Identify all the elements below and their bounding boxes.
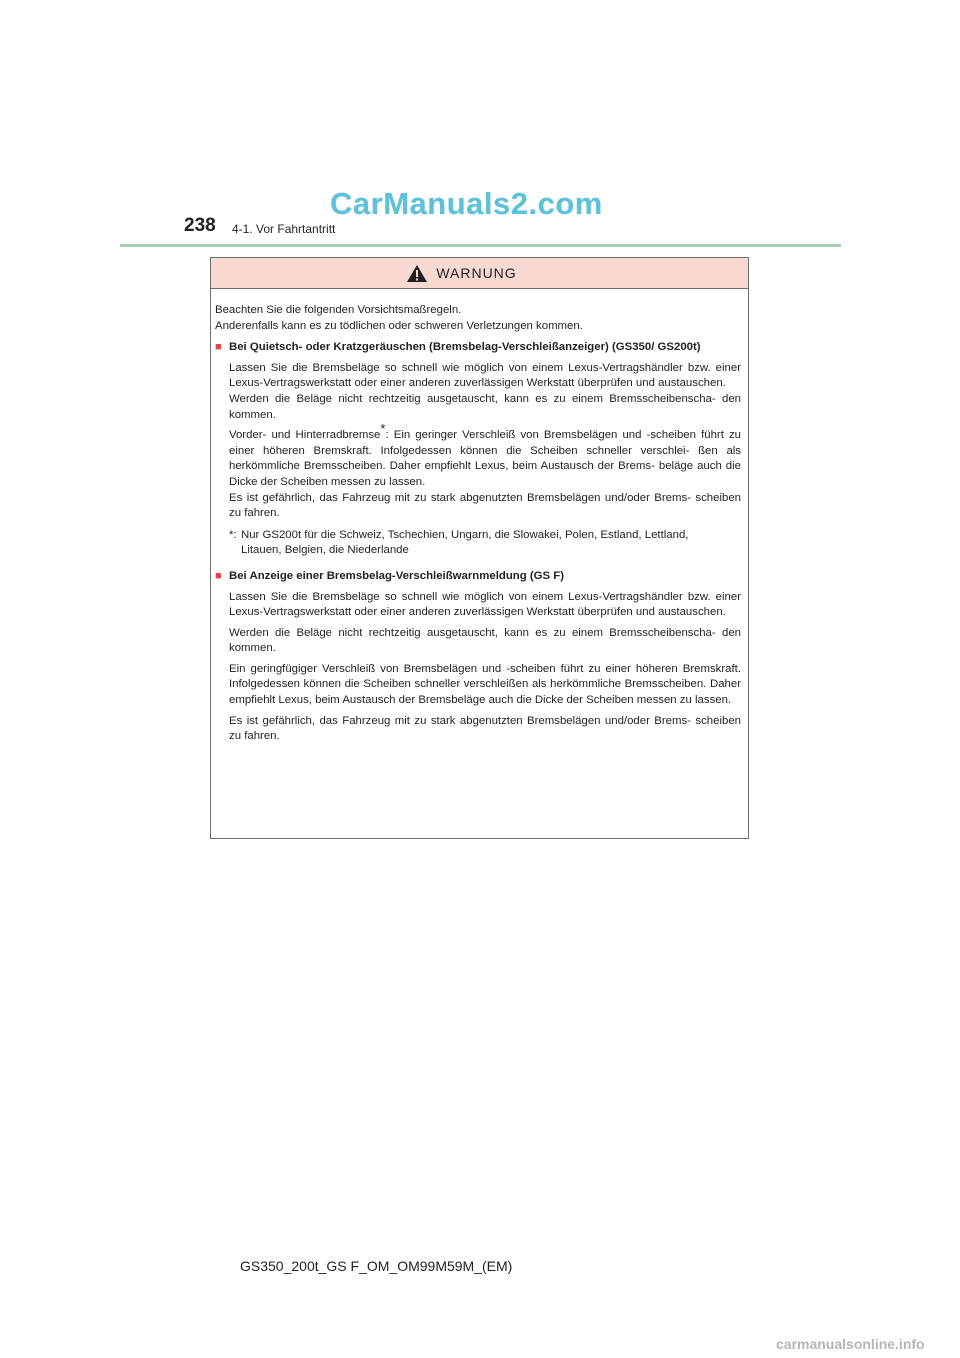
item2-heading <box>215 569 741 585</box>
intro-line-2: Anderenfalls kann es zu tödlichen oder schweren Verletzungen kommen. <box>215 319 583 332</box>
item1-para3 <box>229 421 741 490</box>
watermark-carmanualsonline: carmanualsonline.info <box>776 1336 925 1352</box>
item2-heading-text: Bei Anzeige einer Bremsbelag-Verschleißwarnmeldung (GS F) <box>229 569 565 582</box>
warning-box <box>210 257 749 839</box>
page-number: 238 <box>184 215 216 236</box>
item1-para4: Es ist gefährlich, das Fahrzeug mit zu stark abgenutzten Bremsbelägen und/oder Brems- scheiben zu fahren. <box>229 491 741 520</box>
item1-para3-prefix: Vorder- und Hinterradbremse <box>229 429 381 442</box>
footnote-mark: *: <box>229 528 237 541</box>
intro-line-1: Beachten Sie die folgenden Vorsichtsmaßregeln. <box>215 304 462 316</box>
item2-para1: Lassen Sie die Bremsbeläge so schnell wie möglich von einem Lexus-Vertragshändler bzw. einer Lexus-Vertragswerkstatt oder einer anderen zuverlässigen Werkstatt überprüfen und austauschen. <box>229 590 741 619</box>
item1-heading <box>215 340 741 356</box>
item2-para2: Werden die Beläge nicht rechtzeitig ausgetauscht, kann es zu einem Bremsscheibenscha- den kommen. <box>229 626 741 655</box>
item1-para2: Werden die Beläge nicht rechtzeitig ausgetauscht, kann es zu einem Bremsscheibenscha- den kommen. <box>229 392 741 421</box>
header-rule <box>120 244 841 247</box>
warning-title: WARNUNG <box>436 265 517 281</box>
item1-para1: Lassen Sie die Bremsbeläge so schnell wie möglich von einem Lexus-Vertragshändler bzw. einer Lexus-Vertragswerkstatt oder einer anderen zuverlässigen Werkstatt überprüfen und austauschen. <box>229 361 741 390</box>
footnote-line-1: Nur GS200t für die Schweiz, Tschechien, Ungarn, die Slowakei, Polen, Estland, Lettland, <box>241 528 689 541</box>
item1-heading-text: Bei Quietsch- oder Kratzgeräuschen (Bremsbelag-Verschleißanzeiger) (GS350/ GS200t) <box>229 341 701 354</box>
square-bullet-icon: ■ <box>215 341 222 354</box>
item2-para3: Ein geringfügiger Verschleiß von Bremsbelägen und -scheiben führt zu einer höheren Bremskraft. Infolgedessen können die Scheiben schneller verschleißen als herkömmliche Bremsscheiben. Daher empfiehlt Lexus, beim Austausch der Bremsbeläge auch die Dicke der Scheiben messen zu lassen. <box>229 662 741 707</box>
item1-para3-rest: : Ein geringer Verschleiß von Bremsbelägen und -scheiben führt zu einer höheren Bremskraft. Infolgedessen können die Scheiben schneller verschlei- ßen als herkömmliche Bremsscheiben. Daher empfiehlt Lexus, beim Austausch der Brems- beläge auch die Dicke der Scheiben messen zu lassen. <box>229 429 741 488</box>
footnote-line-2: Litauen, Belgien, die Niederlande <box>241 544 409 557</box>
watermark-carmanuals2: CarManuals2.com <box>330 186 603 221</box>
square-bullet-icon: ■ <box>215 569 222 582</box>
warning-header <box>211 258 748 289</box>
warning-body <box>211 289 748 745</box>
section-title: 4-1. Vor Fahrtantritt <box>232 222 336 236</box>
footnote <box>229 528 741 544</box>
footnote-star: * <box>380 421 386 437</box>
item2-para4: Es ist gefährlich, das Fahrzeug mit zu stark abgenutzten Bremsbelägen und/oder Brems- scheiben zu fahren. <box>229 714 741 743</box>
warning-triangle-icon <box>406 264 428 283</box>
document-code: GS350_200t_GS F_OM_OM99M59M_(EM) <box>240 1258 513 1274</box>
